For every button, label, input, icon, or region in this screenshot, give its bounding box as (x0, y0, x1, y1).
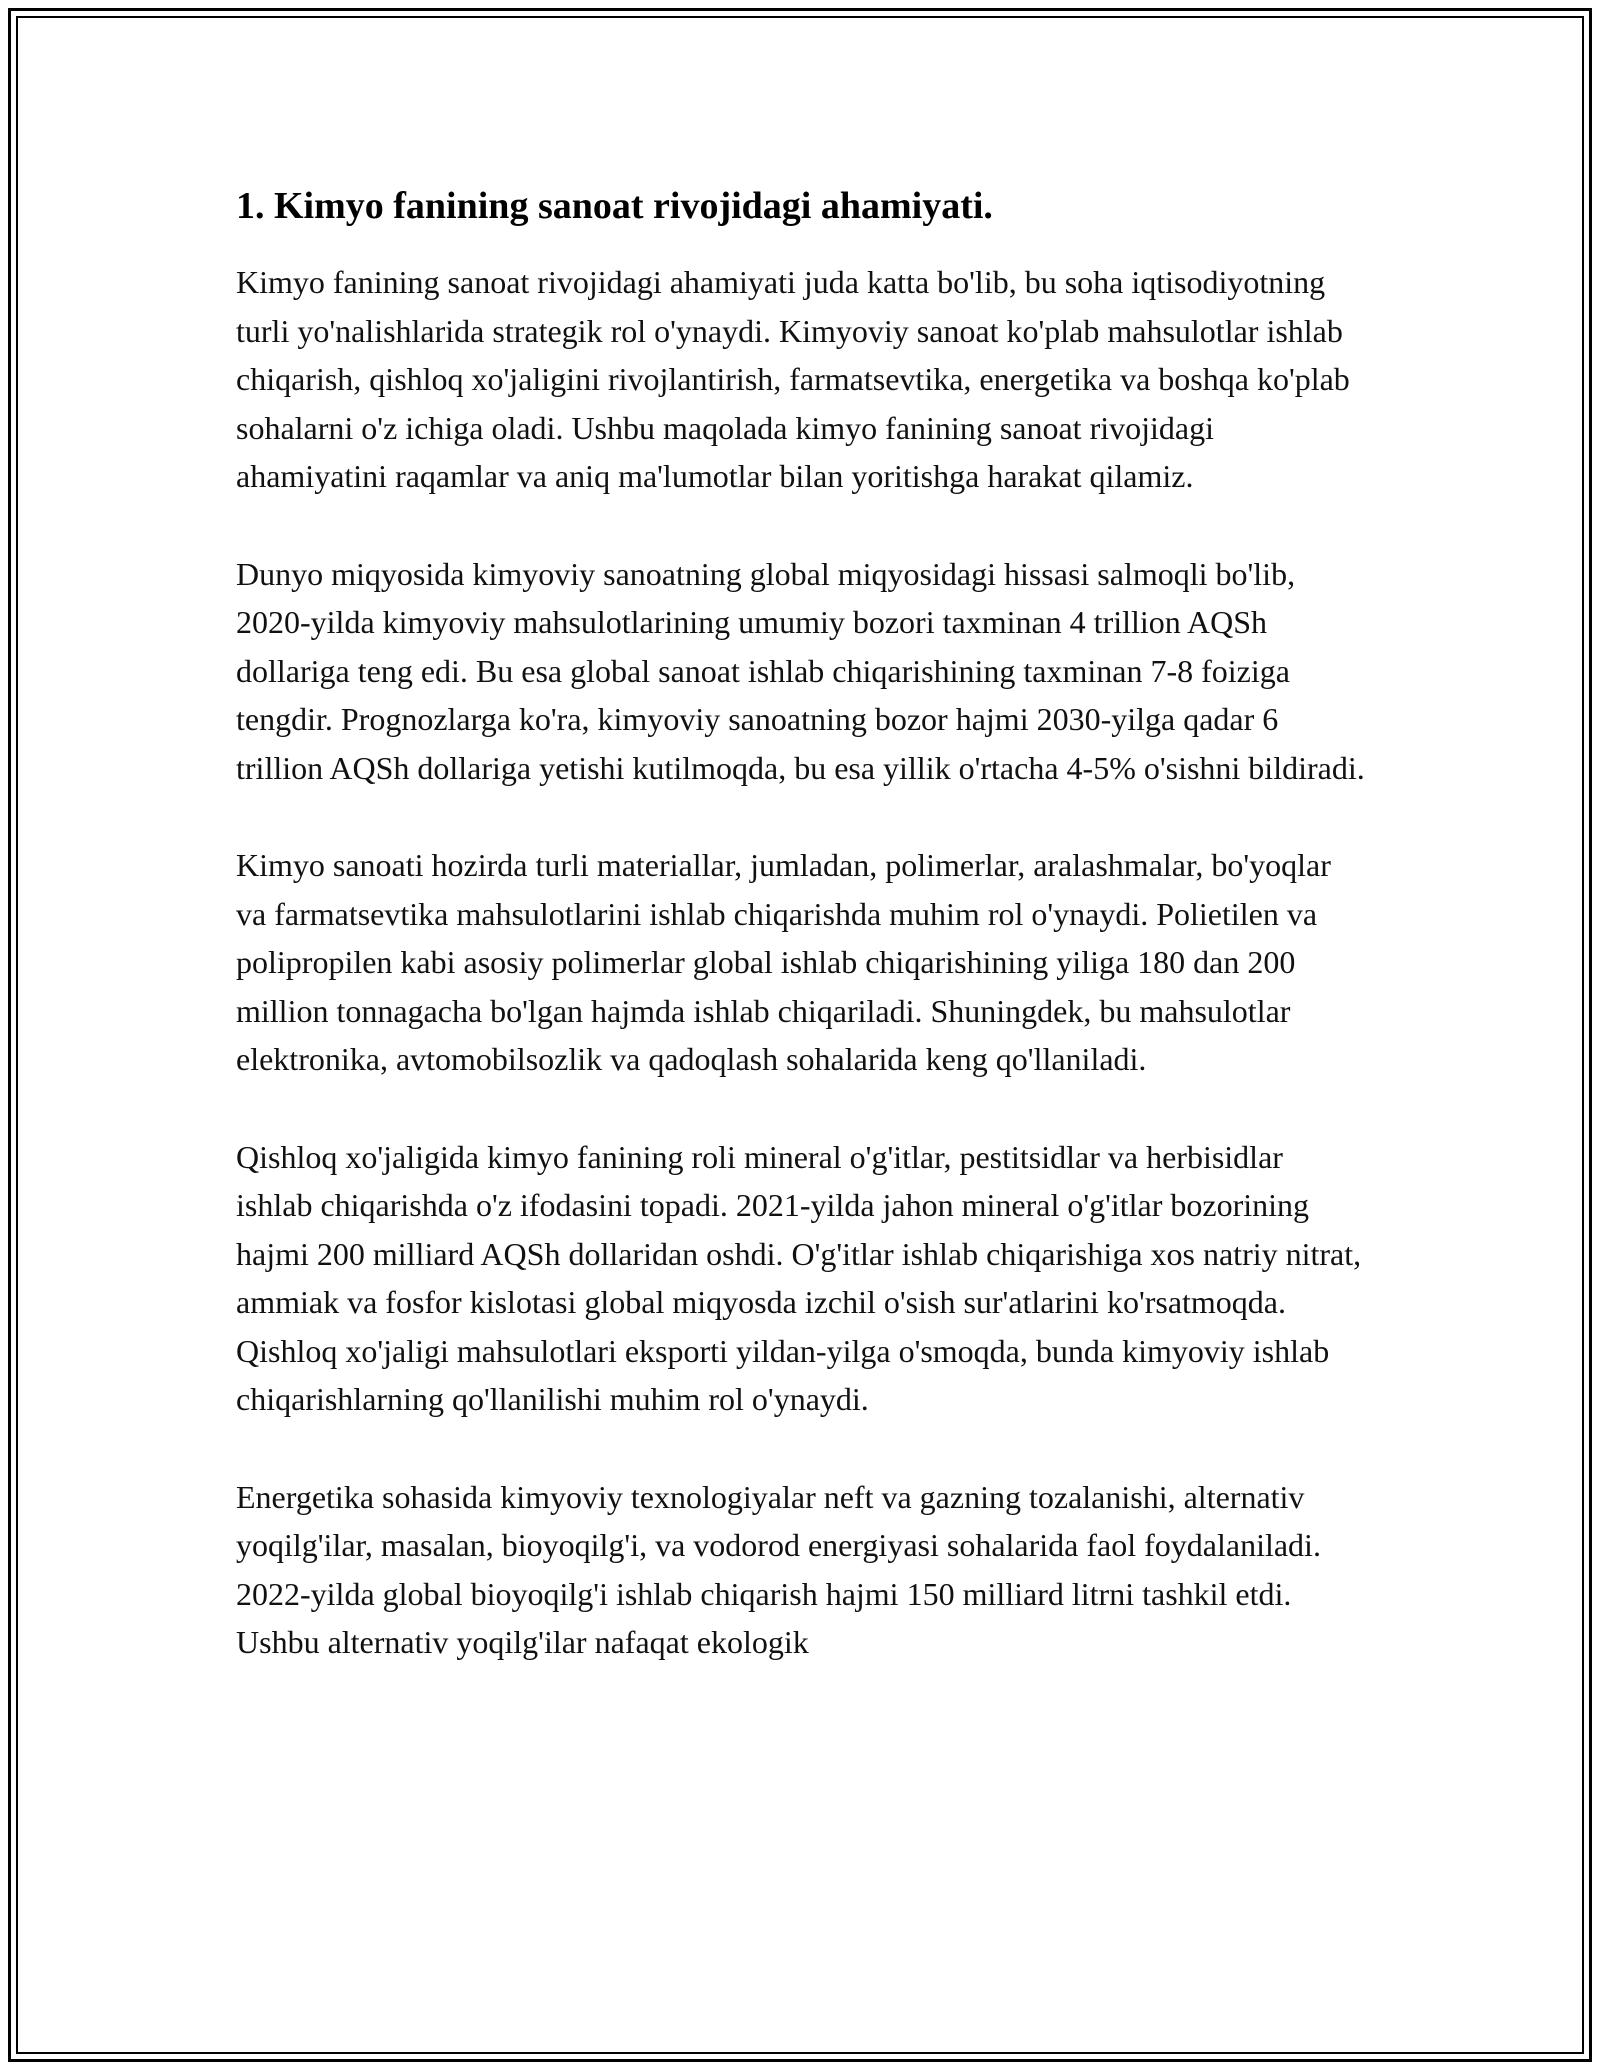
paragraph-energy: Energetika sohasida kimyoviy texnologiyalar neft va gazning tozalanishi, alternativ yoqilg'ilar, masalan, bioyoqilg'i, va vodorod energiyasi sohalarida faol foydalaniladi. 2022-yilda global bioyoqilg'i ishlab chiqarish hajmi 150 milliard litrni tashkil etdi. Ushbu alternativ yoqilg'ilar nafaqat ekologik (236, 1478, 1321, 1660)
document-title: 1. Kimyo fanining sanoat rivojidagi ahamiyati. (236, 185, 993, 227)
paragraph-agriculture: Qishloq xo'jaligida kimyo fanining roli mineral o'g'itlar, pestitsidlar va herbisidlar ishlab chiqarishda o'z ifodasini topadi. 2021-yilda jahon mineral o'g'itlar bozorining hajmi 200 milliard AQSh dollaridan oshdi. O'g'itlar ishlab chiqarishiga xos natriy nitrat, ammiak va fosfor kislotasi global miqyosda izchil o'sish sur'atlarini ko'rsatmoqda. Qishloq xo'jaligi mahsulotlari eksporti yildan-yilga o'smoqda, bunda kimyoviy ishlab chiqarishlarning qo'llanilishi muhim rol o'ynaydi. (236, 1138, 1362, 1417)
paragraph-global-market: Dunyo miqyosida kimyoviy sanoatning global miqyosidagi hissasi salmoqli bo'lib, 2020-yilda kimyoviy mahsulotlarining umumiy bozori taxminan 4 trillion AQSh dollariga teng edi. Bu esa global sanoat ishlab chiqarishining taxminan 7-8 foiziga tengdir. Prognozlarga ko'ra, kimyoviy sanoatning bozor hajmi 2030-yilga qadar 6 trillion AQSh dollariga yetishi kutilmoqda, bu esa yillik o'rtacha 4-5% o'sishni bildiradi. (236, 555, 1365, 786)
paragraph-intro: Kimyo fanining sanoat rivojidagi ahamiyati juda katta bo'lib, bu soha iqtisodiyotning turli yo'nalishlarida strategik rol o'ynaydi. Kimyoviy sanoat ko'plab mahsulotlar ishlab chiqarish, qishloq xo'jaligini rivojlantirish, farmatsevtika, energetika va boshqa ko'plab sohalarni o'z ichiga oladi. Ushbu maqolada kimyo fanining sanoat rivojidagi ahamiyatini raqamlar va aniq ma'lumotlar bilan yoritishga harakat qilamiz. (236, 264, 1350, 494)
paragraph-materials: Kimyo sanoati hozirda turli materiallar, jumladan, polimerlar, aralashmalar, bo'yoqlar va farmatsevtika mahsulotlarini ishlab chiqarishda muhim rol o'ynaydi. Polietilen va polipropilen kabi asosiy polimerlar global ishlab chiqarishining yiliga 180 dan 200 million tonnagacha bo'lgan hajmda ishlab chiqariladi. Shuningdek, bu mahsulotlar elektronika, avtomobilsozlik va qadoqlash sohalarida keng qo'llaniladi. (236, 847, 1331, 1077)
document-body (236, 180, 1366, 1716)
